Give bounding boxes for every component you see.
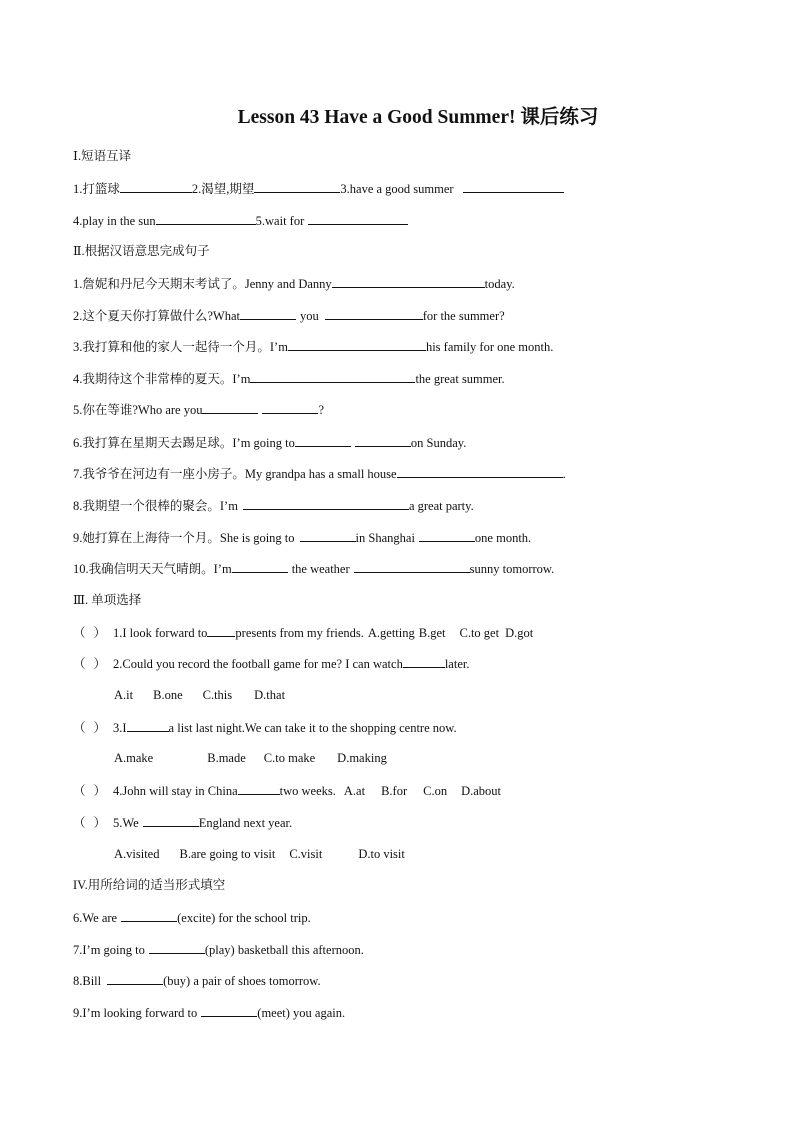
sentence-2-blank-1[interactable] — [240, 307, 296, 320]
fill-6-text-a: 6.We are — [73, 911, 118, 925]
mc-5-option-a: A.visited — [114, 847, 160, 861]
mc-2-option-d: D.that — [254, 688, 286, 702]
mc-2-option-c: C.this — [202, 688, 233, 702]
phrase-4-blank[interactable] — [156, 212, 256, 225]
mc-4-blank — [238, 782, 280, 795]
sentence-9-text-a: 9.她打算在上海待一个月。She is going to — [73, 531, 295, 545]
mc-5-text-a: 5.We — [113, 816, 139, 830]
mc-2-options — [114, 687, 285, 703]
sentence-6-text-a: 6.我打算在星期天去踢足球。I’m going to — [73, 436, 295, 450]
sentence-6 — [73, 434, 466, 451]
sentence-10-text-a: 10.我确信明天天气晴朗。I’m — [73, 562, 232, 576]
sentence-5-blank-2[interactable] — [262, 401, 318, 414]
sentence-10 — [73, 560, 554, 577]
sentence-2-blank-2[interactable] — [325, 307, 423, 320]
mc-5-option-b: B.are going to visit — [179, 847, 276, 861]
mc-4-option-c: C.on — [423, 784, 448, 798]
sentence-2-text-c: for the summer? — [422, 309, 505, 323]
sentence-9-text-c: one month. — [474, 531, 532, 545]
mc-2-text-a: 2.Could you record the football game for me? I can watch — [113, 657, 403, 671]
section-1-heading: Ⅰ.短语互译 — [73, 149, 132, 163]
mc-4-option-a: A.at — [343, 784, 366, 798]
fill-7-text-b: (play) basketball this afternoon. — [204, 943, 364, 957]
fill-6-blank[interactable] — [121, 909, 177, 922]
sentence-6-blank-2[interactable] — [355, 434, 411, 447]
mc-3-option-b: B.made — [207, 751, 246, 765]
section-2-heading: Ⅱ.根据汉语意思完成句子 — [73, 244, 210, 258]
mc-question-3 — [73, 719, 457, 736]
fill-7-blank[interactable] — [149, 941, 205, 954]
sentence-8-text-a: 8.我期望一个很棒的聚会。I’m — [73, 499, 238, 513]
sentence-10-text-c: sunny tomorrow. — [469, 562, 555, 576]
sentence-3-text-a: 3.我打算和他的家人一起待一个月。I’m — [73, 340, 288, 354]
answer-bracket-1[interactable]: （ ） — [73, 626, 107, 640]
mc-3-option-d: D.making — [337, 751, 387, 765]
sentence-5-text-a: 5.你在等谁?Who are you — [73, 403, 203, 417]
mc-2-text-b: later. — [444, 657, 470, 671]
mc-5-blank — [143, 814, 199, 827]
mc-question-4 — [73, 782, 501, 799]
sentence-8 — [73, 497, 474, 514]
sentence-9-text-b: in Shanghai — [355, 531, 415, 545]
mc-4-text-b: two weeks. — [279, 784, 336, 798]
fill-9-text-b: (meet) you again. — [257, 1006, 346, 1020]
mc-5-option-c: C.visit — [289, 847, 323, 861]
mc-1-option-a: A.getting — [367, 626, 415, 640]
sentence-2-text-b: you — [300, 309, 319, 323]
sentence-9-blank-2[interactable] — [419, 529, 475, 542]
answer-bracket-4[interactable]: （ ） — [73, 784, 107, 798]
mc-4-option-b: B.for — [381, 784, 408, 798]
sentence-3-blank[interactable] — [288, 338, 426, 351]
section-4-heading: IV.用所给词的适当形式填空 — [73, 878, 226, 892]
sentence-2 — [73, 307, 505, 324]
sentence-6-blank-1[interactable] — [295, 434, 351, 447]
mc-4-option-d: D.about — [461, 784, 502, 798]
sentence-4-blank[interactable] — [250, 370, 415, 383]
phrase-5-blank[interactable] — [308, 212, 408, 225]
sentence-7-blank[interactable] — [397, 465, 563, 478]
fill-6-text-b: (excite) for the school trip. — [177, 911, 311, 925]
mc-2-option-b: B.one — [153, 688, 183, 702]
sentence-3 — [73, 338, 553, 355]
fill-9-text-a: 9.I’m looking forward to — [73, 1006, 198, 1020]
phrase-1-blank[interactable] — [120, 180, 192, 193]
section-3-heading: Ⅲ. 单项选择 — [73, 593, 142, 607]
mc-1-blank — [207, 624, 235, 637]
fill-7-text-a: 7.I’m going to — [73, 943, 145, 957]
mc-5-text-b: England next year. — [198, 816, 293, 830]
phrase-line-1 — [73, 180, 564, 197]
sentence-6-text-b: on Sunday. — [410, 436, 467, 450]
mc-2-option-a: A.it — [114, 688, 134, 702]
fill-8-blank[interactable] — [107, 972, 163, 985]
worksheet-title: Lesson 43 Have a Good Summer! 课后练习 — [237, 107, 599, 128]
fill-9 — [73, 1004, 345, 1021]
fill-8-text-b: (buy) a pair of shoes tomorrow. — [163, 974, 321, 988]
sentence-4-text-b: the great summer. — [415, 372, 505, 386]
sentence-5-blank-1[interactable] — [202, 401, 258, 414]
sentence-4 — [73, 370, 505, 387]
fill-8-text-a: 8.Bill — [73, 974, 102, 988]
phrase-1-text: 1.打篮球 — [73, 182, 120, 196]
mc-4-text-a: 4.John will stay in China — [113, 784, 238, 798]
phrase-line-2 — [73, 212, 408, 229]
mc-question-2 — [73, 655, 469, 672]
sentence-5 — [73, 401, 324, 418]
sentence-3-text-b: his family for one month. — [425, 340, 554, 354]
fill-9-blank[interactable] — [201, 1004, 257, 1017]
fill-8 — [73, 972, 321, 989]
mc-question-5 — [73, 814, 292, 831]
answer-bracket-5[interactable]: （ ） — [73, 816, 107, 830]
phrase-5-text: 5.wait for — [255, 214, 305, 228]
mc-3-blank — [127, 719, 169, 732]
mc-3-options — [114, 750, 387, 766]
mc-5-options — [114, 846, 405, 862]
mc-3-option-c: C.to make — [263, 751, 316, 765]
sentence-1-text-a: 1.詹妮和丹尼今天期末考试了。Jenny and Danny — [73, 277, 332, 291]
sentence-7 — [73, 465, 566, 482]
mc-1-text-b: presents from my friends. — [235, 626, 364, 640]
phrase-2-blank[interactable] — [254, 180, 340, 193]
sentence-2-text-a: 2.这个夏天你打算做什么?What — [73, 309, 240, 323]
sentence-10-blank-2[interactable] — [354, 560, 470, 573]
sentence-1 — [73, 275, 515, 292]
mc-1-option-b: B.get — [418, 626, 446, 640]
sentence-1-blank[interactable] — [332, 275, 485, 288]
sentence-10-text-b: the weather — [291, 562, 350, 576]
mc-1-option-d: D.got — [505, 626, 534, 640]
sentence-7-text-b: . — [562, 467, 566, 481]
mc-5-option-d: D.to visit — [358, 847, 405, 861]
sentence-5-text-b: ? — [318, 403, 325, 417]
mc-3-text-a: 3.I — [113, 721, 127, 735]
sentence-8-blank[interactable] — [243, 497, 409, 510]
sentence-8-text-b: a great party. — [408, 499, 474, 513]
mc-2-blank — [403, 655, 445, 668]
fill-7 — [73, 941, 364, 958]
phrase-3-blank[interactable] — [463, 180, 564, 193]
answer-bracket-2[interactable]: （ ） — [73, 657, 107, 671]
fill-6 — [73, 909, 311, 926]
mc-3-text-b: a list last night.We can take it to the shopping centre now. — [168, 721, 457, 735]
sentence-10-blank-1[interactable] — [232, 560, 288, 573]
mc-1-text-a: 1.I look forward to — [113, 626, 208, 640]
answer-bracket-3[interactable]: （ ） — [73, 721, 107, 735]
phrase-3-text: 3.have a good summer — [340, 182, 454, 196]
sentence-9 — [73, 529, 531, 546]
mc-question-1 — [73, 624, 533, 641]
mc-1-option-c: C.to get — [459, 626, 500, 640]
mc-3-option-a: A.make — [114, 751, 154, 765]
sentence-9-blank-1[interactable] — [300, 529, 356, 542]
phrase-2-text: 2.渴望,期望 — [191, 182, 255, 196]
phrase-4-text: 4.play in the sun — [73, 214, 156, 228]
sentence-7-text-a: 7.我爷爷在河边有一座小房子。My grandpa has a small house — [73, 467, 397, 481]
sentence-4-text-a: 4.我期待这个非常棒的夏天。I’m — [73, 372, 251, 386]
sentence-1-text-b: today. — [484, 277, 515, 291]
